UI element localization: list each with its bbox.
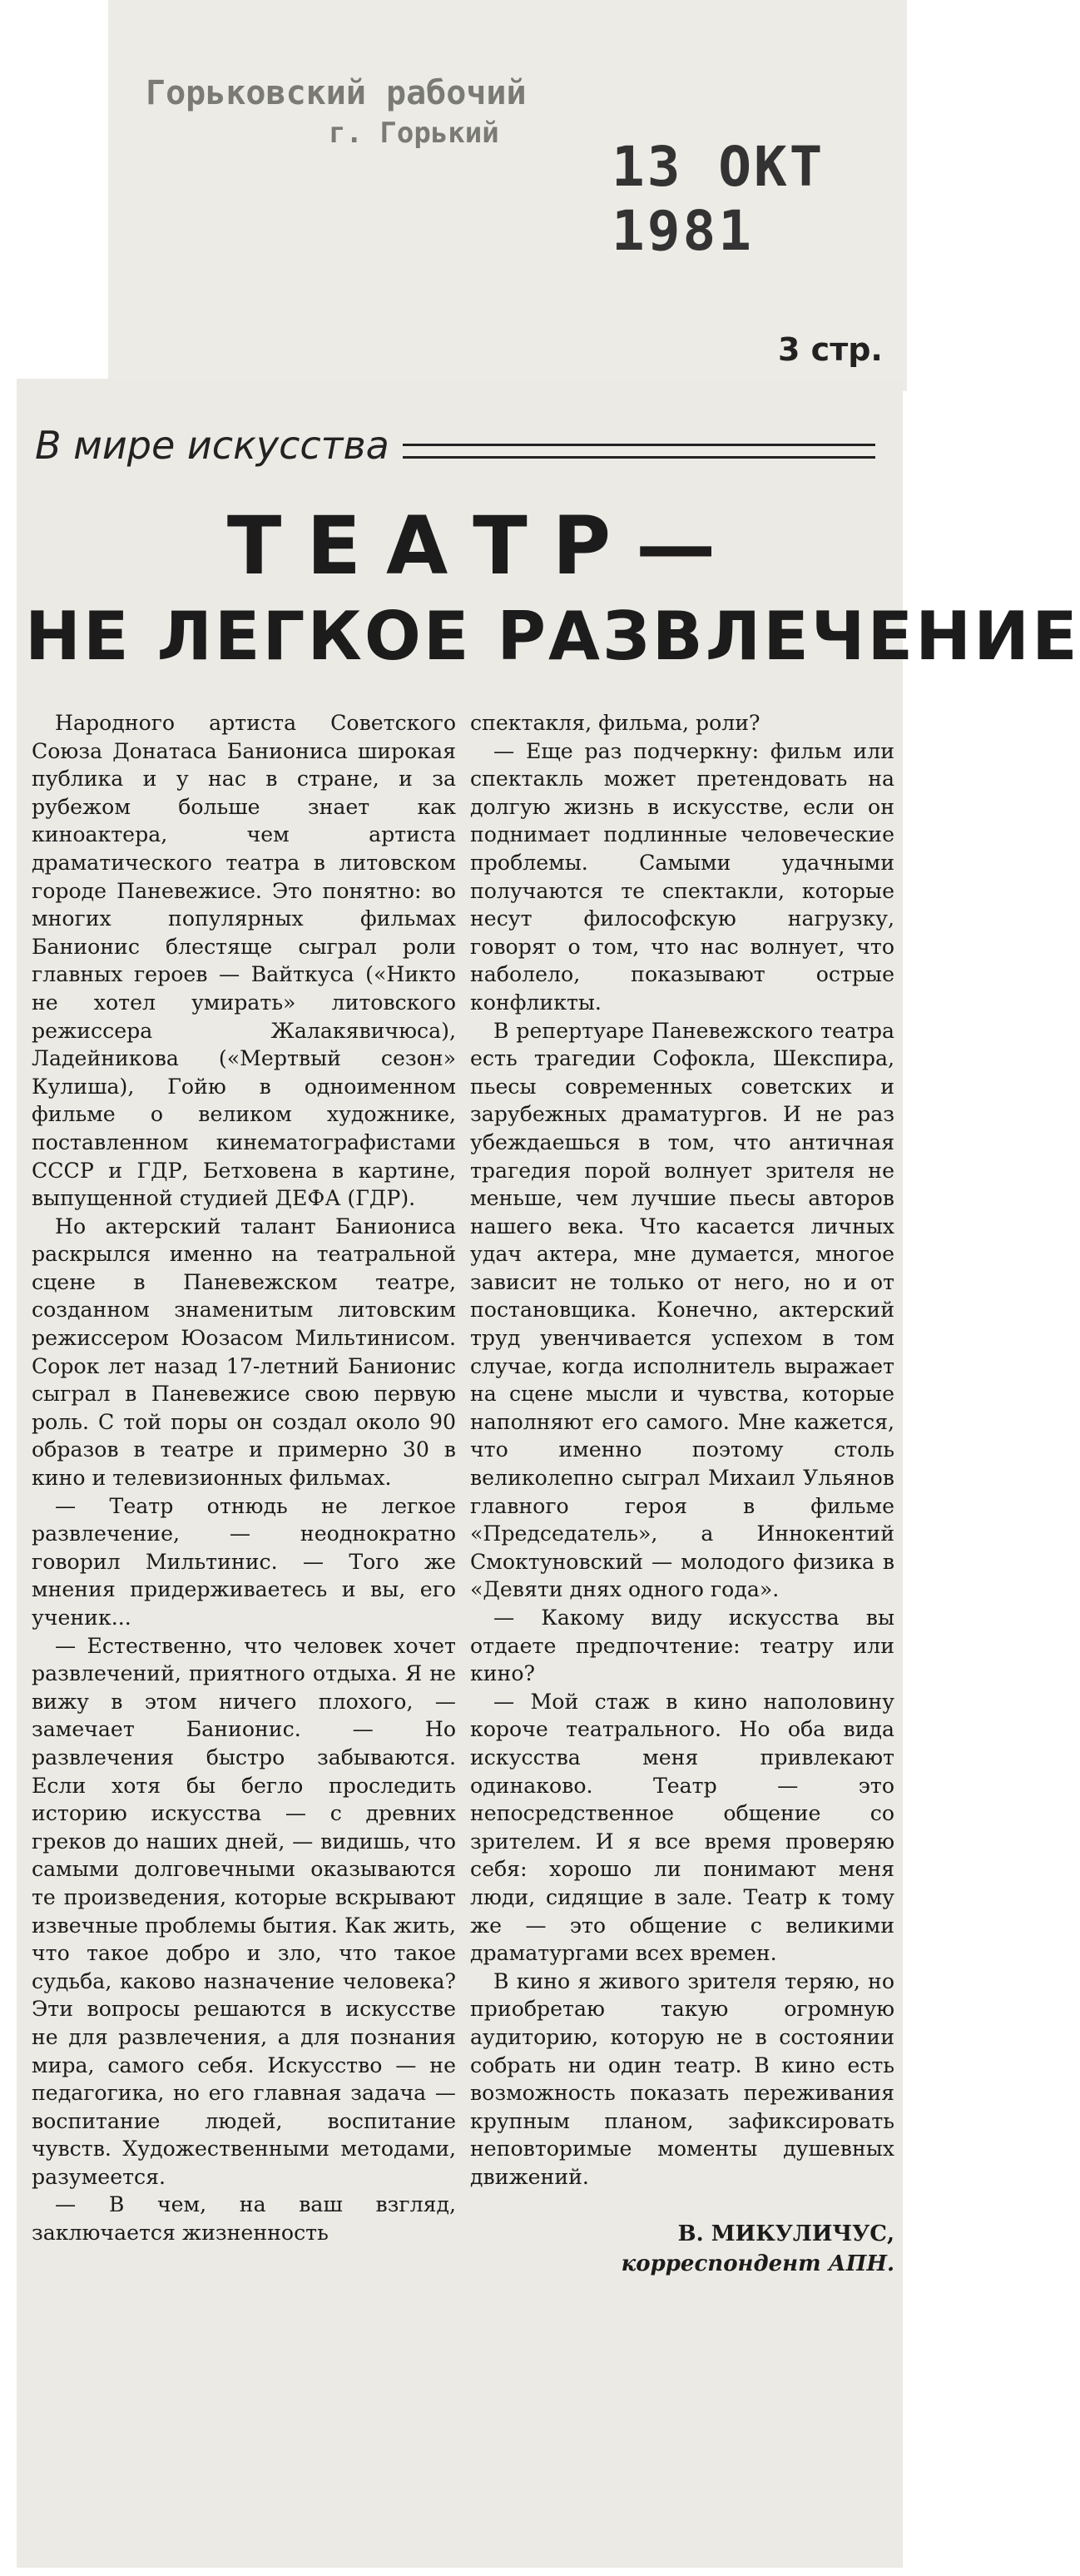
paragraph: — Мой стаж в кино наполовину короче театрального. Но оба вида искусства меня привлекают одинаково. Театр — это непосредственное общение со зрителем. И я все время проверяю себя: хорошо ли понимают меня люди, сидящие в зале. Театр к тому же — это общение с великими драматургами всех времен. — [470, 1689, 894, 1966]
date-stamp: 13 ОКТ 1981 — [612, 135, 825, 263]
byline — [470, 2219, 894, 2279]
rubric — [35, 423, 875, 468]
paragraph: — Театр отнюдь не легкое развлечение, — неоднократно говорил Мильтинис. — Того же мнения придерживаетесь и вы, его ученик... — [32, 1493, 456, 1630]
newspaper-name: Горьковский рабочий — [146, 74, 527, 112]
paragraph: — Какому виду искусства вы отдаете предпочтение: театру или кино? — [470, 1606, 894, 1686]
page-number: 3 стр. — [778, 331, 883, 368]
author-role: корреспондент АПН. — [621, 2251, 894, 2277]
rubric-rule — [403, 444, 875, 459]
paragraph: В репертуаре Паневежского театра есть трагедии Софокла, Шекспира, пьесы современных советских и зарубежных драматургов. И не раз убеждаешься в том, что античная трагедия порой волнует зрителя не меньше, чем лучшие пьесы авторов нашего века. Что касается личных удач актера, мне думается, многое зависит не только от него, но и от постановщика. Конечно, актерский труд увенчивается успехом в том случае, когда исполнитель выражает на сцене мысли и чувства, которые наполняют его самого. Мне кажется, что именно поэтому столь великолепно сыграл Михаил Ульянов главного героя в фильме «Председатель», а Иннокентий Смоктуновский — молодого физика в «Девяти днях одного года». — [470, 1018, 894, 1602]
paragraph: Народного артиста Советского Союза Донатаса Баниониса широкая публика и у нас в стране, и за рубежом больше знает как киноактера, чем артиста драматического театра в литовском городе Паневежисе. Это понятно: во многих популярных фильмах Банионис блестяще сыграл роли главных героев — Вайткуса («Никто не хотел умирать» литовского режиссера Жалакявичюса), Ладейникова («Мертвый сезон» Кулиша), Гойю в одноименном фильме о великом художнике, поставленном кинематографистами СССР и ГДР, Бетховена в картине, выпущенной студией ДЕФА (ГДР). — [32, 711, 456, 1211]
paragraph-continuation: спектакля, фильма, роли? — [470, 711, 760, 735]
newspaper-city: г. Горький — [329, 117, 499, 150]
paragraph: — Естественно, что человек хочет развлечений, приятного отдыха. Я не вижу в этом ничего плохого, — замечает Банионис. — Но развлечения быстро забываются. Если хотя бы бегло проследить историю искусства — с древних греков до наших дней, — видишь, что самыми долговечными оказываются те произведения, которые вскрывают извечные проблемы бытия. Как жить, что такое добро и зло, что такое судьба, каково назначение человека? Эти вопросы решаются в искусстве не для развлечения, а для познания мира, самого себя. Искусство — не педагогика, но его главная задача — воспитание людей, воспитание чувств. Художественными методами, разумеется. — [32, 1633, 456, 2189]
newspaper-stamp — [146, 73, 527, 153]
article-column-right — [470, 709, 894, 2279]
author-name: В. МИКУЛИЧУС, — [677, 2221, 894, 2247]
headline-line-1: ТЕАТР— — [226, 499, 741, 593]
article-column-left — [32, 709, 456, 2247]
paragraph: Но актерский талант Баниониса раскрылся именно на театральной сцене в Паневежском театре, созданном знаменитым литовским режиссером Юозасом Мильтинисом. Сорок лет назад 17-летний Банионис сыграл в Паневежисе свою первую роль. С той поры он создал около 90 образов в театре и примерно 30 в кино и телевизионных фильмах. — [32, 1214, 456, 1491]
headline-line-2: НЕ ЛЕГКОЕ РАЗВЛЕЧЕНИЕ — [25, 598, 1080, 675]
paragraph: — Еще раз подчеркну: фильм или спектакль может претендовать на долгую жизнь в искусстве, если он поднимает подлинные человеческие проблемы. Самыми удачными получаются те спектакли, которые несут философскую нагрузку, говорят о том, что нас волнует, что наболело, показывают острые конфликты. — [470, 738, 894, 1015]
rubric-label: В мире искусства — [35, 423, 389, 468]
paragraph: — В чем, на ваш взгляд, заключается жизненность — [32, 2192, 456, 2246]
paragraph: В кино я живого зрителя теряю, но приобретаю такую огромную аудиторию, которую не в состоянии собрать ни один театр. В кино есть возможность показать переживания крупным планом, зафиксировать неповторимые моменты душевных движений. — [470, 1968, 894, 2189]
